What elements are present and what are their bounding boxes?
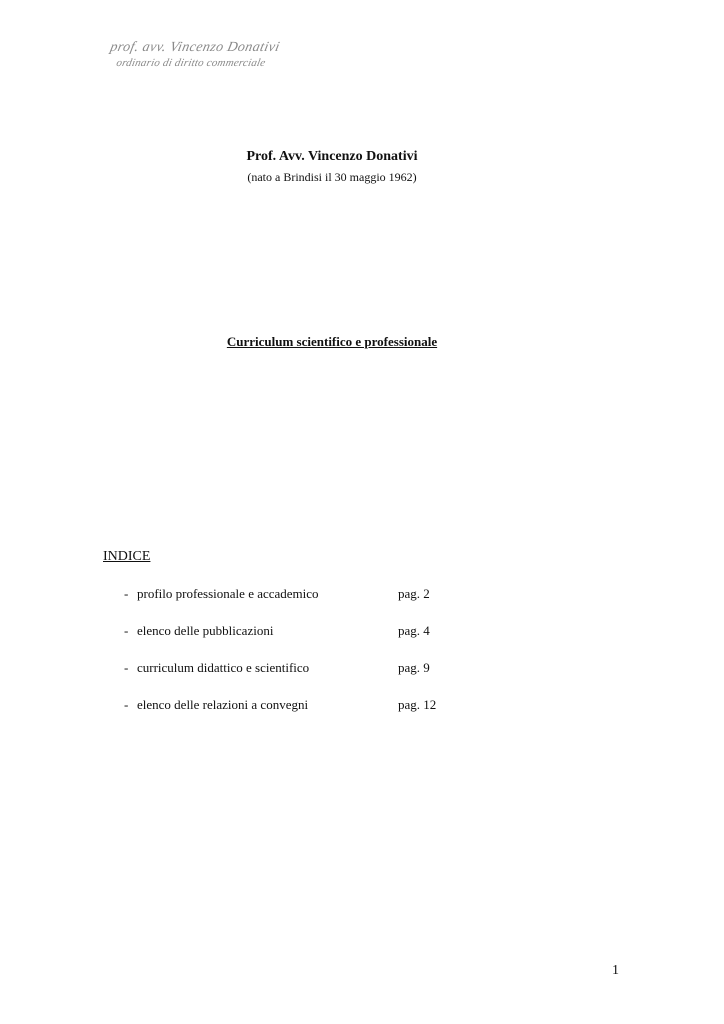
toc-item-page: pag. 9 xyxy=(398,660,430,675)
letterhead xyxy=(108,40,292,70)
toc-bullet: - xyxy=(124,586,129,601)
author-name: Prof. Avv. Vincenzo Donativi xyxy=(246,149,418,164)
toc-bullet: - xyxy=(124,697,129,712)
toc-item-label: curriculum didattico e scientifico xyxy=(137,660,310,675)
toc-bullet: - xyxy=(124,623,129,638)
toc-item-label: elenco delle relazioni a convegni xyxy=(137,697,309,712)
index-heading: INDICE xyxy=(103,549,151,564)
toc-item xyxy=(124,623,484,660)
toc-item xyxy=(124,660,484,697)
toc-item-page: pag. 4 xyxy=(398,623,430,638)
toc-item xyxy=(124,697,484,734)
toc-bullet: - xyxy=(124,660,129,675)
toc-item xyxy=(124,586,484,623)
toc-item-label: elenco delle pubblicazioni xyxy=(137,623,274,638)
letterhead-role: ordinario di diritto commerciale xyxy=(115,57,267,69)
toc-item-label: profilo professionale e accademico xyxy=(137,586,319,601)
letterhead-name: prof. avv. Vincenzo Donativi xyxy=(108,40,282,55)
page-number: 1 xyxy=(612,963,619,978)
birth-info: (nato a Brindisi il 30 maggio 1962) xyxy=(247,170,417,184)
table-of-contents xyxy=(124,586,484,734)
toc-item-page: pag. 2 xyxy=(398,586,430,601)
toc-item-page: pag. 12 xyxy=(398,697,437,712)
document-title: Curriculum scientifico e professionale xyxy=(226,334,438,349)
